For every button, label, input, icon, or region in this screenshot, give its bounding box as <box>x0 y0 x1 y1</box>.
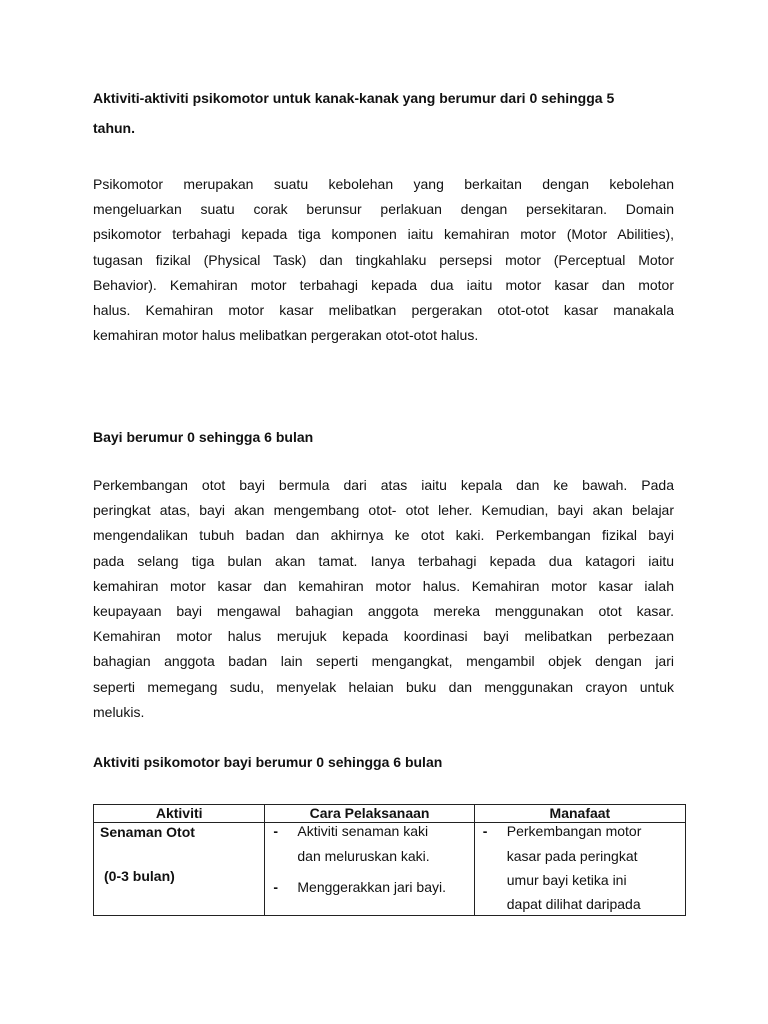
benefit-line: Perkembangan motor <box>506 823 642 839</box>
section-line: melukis. <box>93 703 145 720</box>
intro-line: kemahiran motor halus melibatkan pergerakan otot-otot halus. <box>93 327 479 344</box>
intro-line: psikomotor terbahagi kepada tiga komponen iaitu kemahiran motor (Motor Abilities), <box>93 226 674 243</box>
intro-line: tugasan fizikal (Physical Task) dan tingkahlaku persepsi motor (Perceptual Motor <box>93 251 674 268</box>
bullet-dash: - <box>273 823 279 839</box>
header-activity: Aktiviti <box>94 805 265 823</box>
intro-paragraph <box>93 172 674 348</box>
activities-table <box>93 804 686 916</box>
section-line: Perkembangan otot bayi bermula dari atas iaitu kepala dan ke bawah. Pada <box>93 477 674 493</box>
benefit-line: kasar pada peringkat <box>506 848 638 864</box>
header-benefit: Manafaat <box>474 805 685 823</box>
section-line: Kemahiran motor halus merujuk kepada koordinasi bayi melibatkan perbezaan <box>93 628 674 645</box>
benefit-cell <box>474 823 685 916</box>
benefit-line: umur bayi ketika ini <box>506 872 627 888</box>
section-line: kemahiran motor kasar dan kemahiran motor halus. Kemahiran motor kasar ialah <box>93 577 674 594</box>
section-line: peringkat atas, bayi akan mengembang otot- otot leher. Kemudian, bayi akan belajar <box>93 502 674 519</box>
activity-age: (0-3 bulan) <box>104 868 175 884</box>
title-line-2: tahun. <box>93 120 135 136</box>
method-item: Aktiviti senaman kaki <box>297 823 429 839</box>
intro-line: halus. Kemahiran motor kasar melibatkan pergerakan otot-otot kasar manakala <box>93 301 674 318</box>
intro-line: Behavior). Kemahiran motor terbahagi kepada dua iaitu motor kasar dan motor <box>93 276 674 293</box>
bullet-dash: - <box>482 823 488 839</box>
document-title <box>93 83 677 143</box>
method-cell <box>265 823 474 916</box>
method-item: Menggerakkan jari bayi. <box>297 879 447 895</box>
title-line-1: Aktiviti-aktiviti psikomotor untuk kanak-kanak yang berumur dari 0 sehingga 5 <box>93 90 615 106</box>
benefit-line: dapat dilihat daripada <box>506 896 641 912</box>
activities-heading: Aktiviti psikomotor bayi berumur 0 sehingga 6 bulan <box>93 754 443 770</box>
section-line: mengendalikan tubuh badan dan akhirnya ke otot kaki. Perkembangan fizikal bayi <box>93 527 674 544</box>
method-item: dan meluruskan kaki. <box>297 848 430 864</box>
section-line: seperti memegang sudu, menyelak helaian buku dan menggunakan crayon untuk <box>93 678 674 695</box>
table-header-row <box>94 805 686 823</box>
section-heading-0-6-months: Bayi berumur 0 sehingga 6 bulan <box>93 429 314 445</box>
section-line: pada selang tiga bulan akan tamat. Ianya terbahagi kepada dua katagori iaitu <box>93 552 674 569</box>
table-row <box>94 823 686 916</box>
section-line: keupayaan bayi mengawal bahagian anggota mereka menggunakan otot kasar. <box>93 602 674 619</box>
activity-cell <box>94 823 265 916</box>
intro-line: mengeluarkan suatu corak berunsur perlakuan dengan persekitaran. Domain <box>93 201 674 218</box>
bullet-dash: - <box>273 879 279 895</box>
section-line: bahagian anggota badan lain seperti mengangkat, mengambil objek dengan jari <box>93 653 674 670</box>
activity-name: Senaman Otot <box>100 824 195 840</box>
header-method: Cara Pelaksanaan <box>265 805 474 823</box>
section-paragraph <box>93 473 674 725</box>
intro-line: Psikomotor merupakan suatu kebolehan yang berkaitan dengan kebolehan <box>93 176 674 192</box>
